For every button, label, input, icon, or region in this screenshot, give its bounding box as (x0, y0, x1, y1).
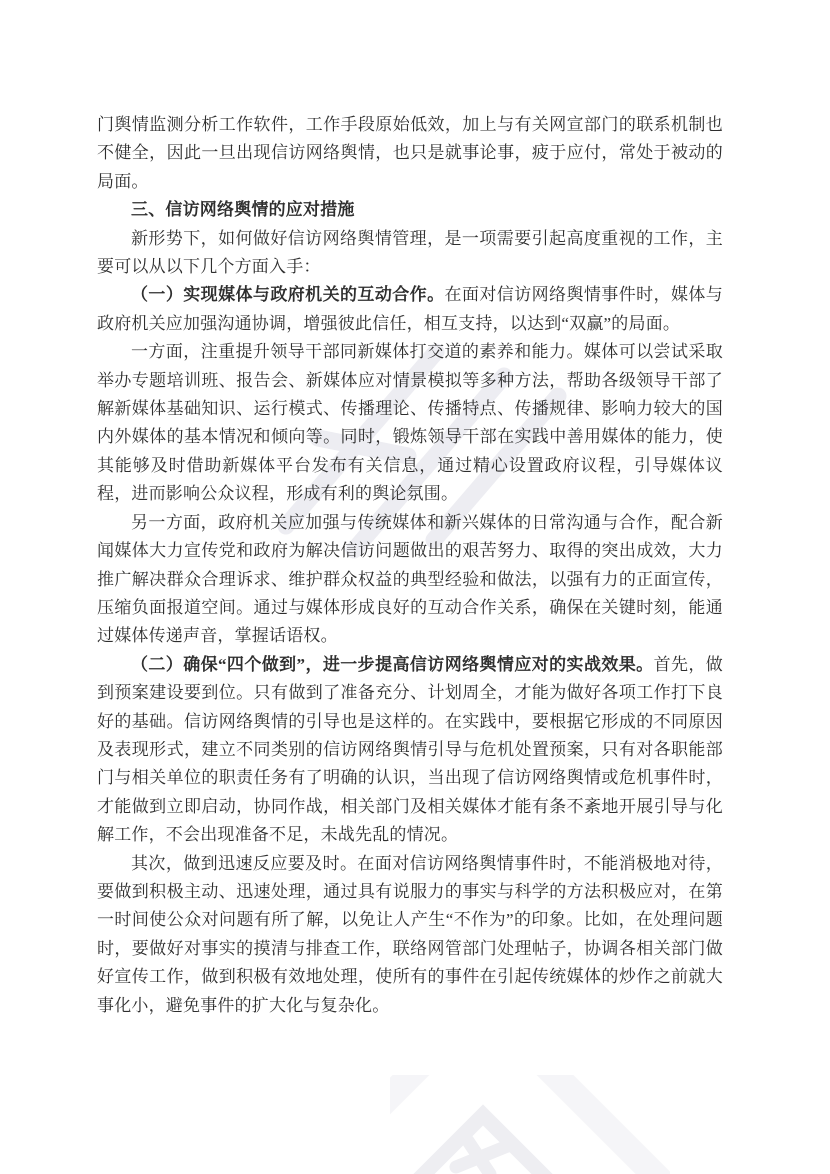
paragraph (97, 651, 723, 850)
section-heading: 三、信访网络舆情的应对措施 (131, 200, 355, 220)
document-body (97, 111, 723, 1020)
paragraph (97, 281, 723, 338)
paragraph-text: 首先，做到预案建设要到位。只有做到了准备充分、计划周全，才能为做好各项工作打下良好的基础。信访网络舆情的引导也是这样的。在实践中，要根据它形成的不同原因及表现形式，建立不同类别的信访网络舆情引导与危机处置预案，只有对各职能部门与相关单位的职责任务有了明确的认识，当出现了信访网络舆情或危机事件时，才能做到立即启动，协同作战，相关部门及相关媒体才能有条不紊地开展引导与化解工作，不会出现准备不足，未战先乱的情况。 (97, 654, 723, 845)
paragraph-lead-bold: （二）确保“四个做到”，进一步提高信访网络舆情应对的实战效果。 (131, 654, 654, 674)
paragraph-lead-bold: （一）实现媒体与政府机关的互动合作。 (131, 285, 445, 305)
paragraph-text: 一方面，注重提升领导干部同新媒体打交道的素养和能力。媒体可以尝试采取举办专题培训班、报告会、新媒体应对情景模拟等多种方法，帮助各级领导干部了解新媒体基础知识、运行模式、传播理论、传播特点、传播规律、影响力较大的国内外媒体的基本情况和倾向等。同时，锻炼领导干部在实践中善用媒体的能力，使其能够及时借助新媒体平台发布有关信息，通过精心设置政府议程，引导媒体议程，进而影响公众议程，形成有利的舆论氛围。 (97, 342, 723, 504)
paragraph-text: 新形势下，如何做好信访网络舆情管理，是一项需要引起高度重视的工作，主要可以从以下几个方面入手： (97, 228, 723, 277)
paragraph (97, 338, 723, 508)
paragraph-text: 另一方面，政府机关应加强与传统媒体和新兴媒体的日常沟通与合作，配合新闻媒体大力宣传党和政府为解决信访问题做出的艰苦努力、取得的突出成效，大力推广解决群众合理诉求、维护群众权益的典型经验和做法，以强有力的正面宣传，压缩负面报道空间。通过与媒体形成良好的互动合作关系，确保在关键时刻，能通过媒体传递声音，掌握话语权。 (97, 512, 723, 646)
paragraph (97, 111, 723, 196)
watermark-logo-icon (390, 1075, 670, 1174)
paragraph-text: 在面对信访网络舆情事件时，媒体与政府机关应加强沟通协调，增强彼此信任，相互支持，以达到“双赢”的局面。 (97, 285, 723, 333)
paragraph (97, 850, 723, 1020)
paragraph (97, 225, 723, 282)
paragraph (97, 509, 723, 651)
paragraph-text: 其次，做到迅速反应要及时。在面对信访网络舆情事件时，不能消极地对待，要做到积极主动、迅速处理，通过具有说服力的事实与科学的方法积极应对，在第一时间使公众对问题有所了解，以免让人产生“不作为”的印象。比如，在处理问题时，要做好对事实的摸清与排查工作，联络网管部门处理帖子，协调各相关部门做好宣传工作，做到积极有效地处理，使所有的事件在引起传统媒体的炒作之前就大事化小，避免事件的扩大化与复杂化。 (97, 853, 723, 1015)
paragraph-text: 门舆情监测分析工作软件，工作手段原始低效，加上与有关网宣部门的联系机制也不健全，因此一旦出现信访网络舆情，也只是就事论事，疲于应付，常处于被动的局面。 (97, 115, 723, 191)
